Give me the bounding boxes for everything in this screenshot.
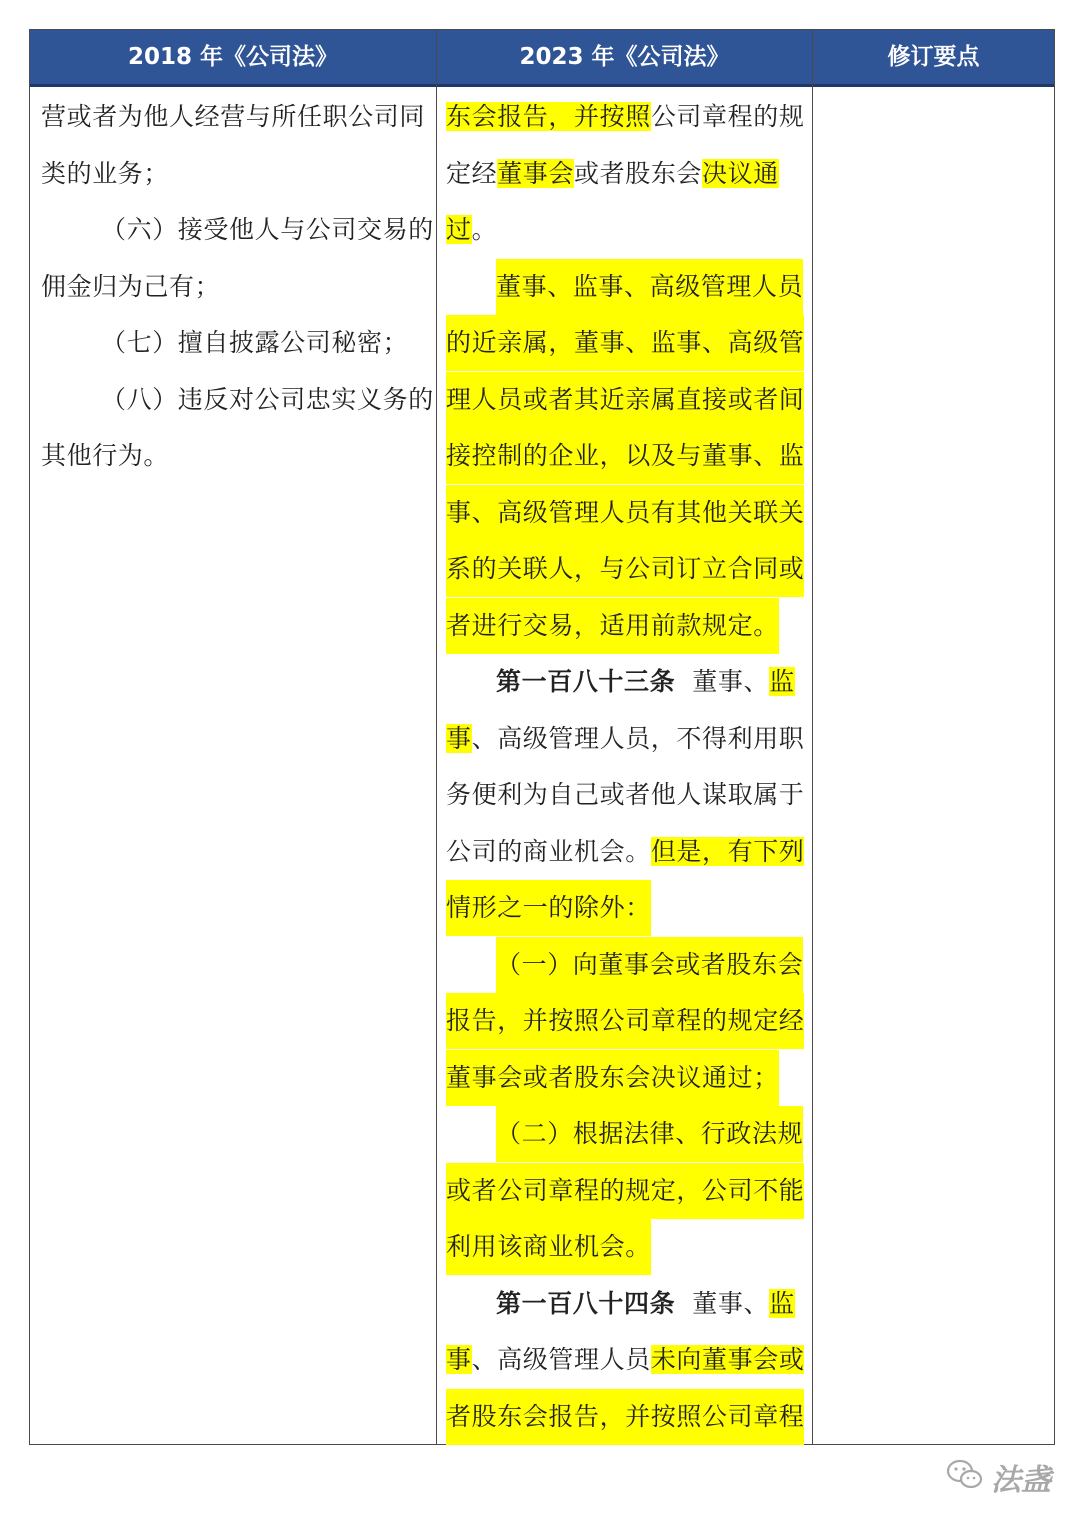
text-line: 事、高级管理人员，不得利用职 (446, 724, 805, 753)
article-number: 第一百八十四条 (496, 1289, 676, 1318)
text-line: 过。 (446, 215, 498, 244)
highlighted-text: 但是，有下列 (650, 837, 805, 866)
header-revision-points: 修订要点 (887, 44, 980, 70)
highlighted-text: 报告，并按照公司章程的规定经 (446, 993, 804, 1049)
highlighted-text: 或者公司章程的规定，公司不能 (446, 1163, 804, 1219)
highlighted-text: 的近亲属，董事、监事、高级管 (446, 315, 804, 371)
text-line: （六）接受他人与公司交易的 (101, 215, 434, 244)
highlighted-text: 利用该商业机会。 (446, 1219, 651, 1275)
text-line: 第一百八十三条 董事、监 (496, 667, 795, 696)
header-2018: 2018 年《公司法》 (127, 44, 339, 70)
highlighted-text: 未向董事会或 (650, 1345, 805, 1374)
text-line: （七）擅自披露公司秘密； (101, 328, 409, 357)
text-line: 东会报告，并按照公司章程的规 (446, 102, 805, 131)
highlighted-text: 情形之一的除外： (446, 880, 651, 936)
watermark-logo (945, 1452, 1051, 1502)
watermark-text: 法盏 (991, 1463, 1051, 1498)
highlighted-text: 者股东会报告，并按照公司章程 (446, 1389, 804, 1445)
highlighted-text: 者进行交易，适用前款规定。 (446, 598, 779, 654)
text-line: 定经董事会或者股东会决议通 (446, 159, 779, 188)
highlighted-text: 事 (446, 1345, 472, 1374)
highlighted-text: 董事会 (497, 159, 575, 188)
column-revision-points (823, 87, 1053, 1437)
table-header (30, 30, 1054, 87)
highlighted-text: 过 (446, 215, 472, 244)
text-line: 公司的商业机会。但是，有下列 (446, 837, 805, 866)
highlighted-text: 董事、监事、高级管理人员 (496, 259, 803, 315)
highlighted-text: （一）向董事会或者股东会 (496, 937, 803, 993)
highlighted-text: 东会报告，并按照 (446, 102, 651, 131)
highlighted-text: 事、高级管理人员有其他关联关 (446, 485, 804, 541)
highlighted-text: 理人员或者其近亲属直接或者间 (446, 372, 804, 428)
text-line: 类的业务； (41, 159, 170, 188)
comparison-table (29, 29, 1055, 1445)
text-line: 第一百八十四条 董事、监 (496, 1289, 795, 1318)
highlighted-text: 监 (769, 667, 795, 696)
text-line: 营或者为他人经营与所任职公司同 (41, 102, 426, 131)
highlighted-text: 事 (446, 724, 472, 753)
highlighted-text: 董事会或者股东会决议通过； (446, 1050, 779, 1106)
header-2023: 2023 年《公司法》 (519, 44, 730, 70)
text-line: 事、高级管理人员未向董事会或 (446, 1345, 805, 1374)
wechat-icon (945, 1458, 985, 1496)
highlighted-text: 决议通 (702, 159, 779, 188)
highlighted-text: 系的关联人，与公司订立合同或 (446, 541, 804, 597)
highlighted-text: （二）根据法律、行政法规 (496, 1106, 803, 1162)
column-divider (436, 30, 437, 1444)
highlighted-text: 接控制的企业，以及与董事、监 (446, 428, 804, 484)
column-divider (812, 30, 813, 1444)
text-line: 务便利为自己或者他人谋取属于 (446, 780, 805, 809)
article-number: 第一百八十三条 (496, 667, 676, 696)
text-line: （八）违反对公司忠实义务的 (101, 385, 434, 414)
highlighted-text: 监 (769, 1289, 795, 1318)
text-line: 其他行为。 (41, 441, 170, 470)
text-line: 佣金归为己有； (41, 272, 221, 301)
